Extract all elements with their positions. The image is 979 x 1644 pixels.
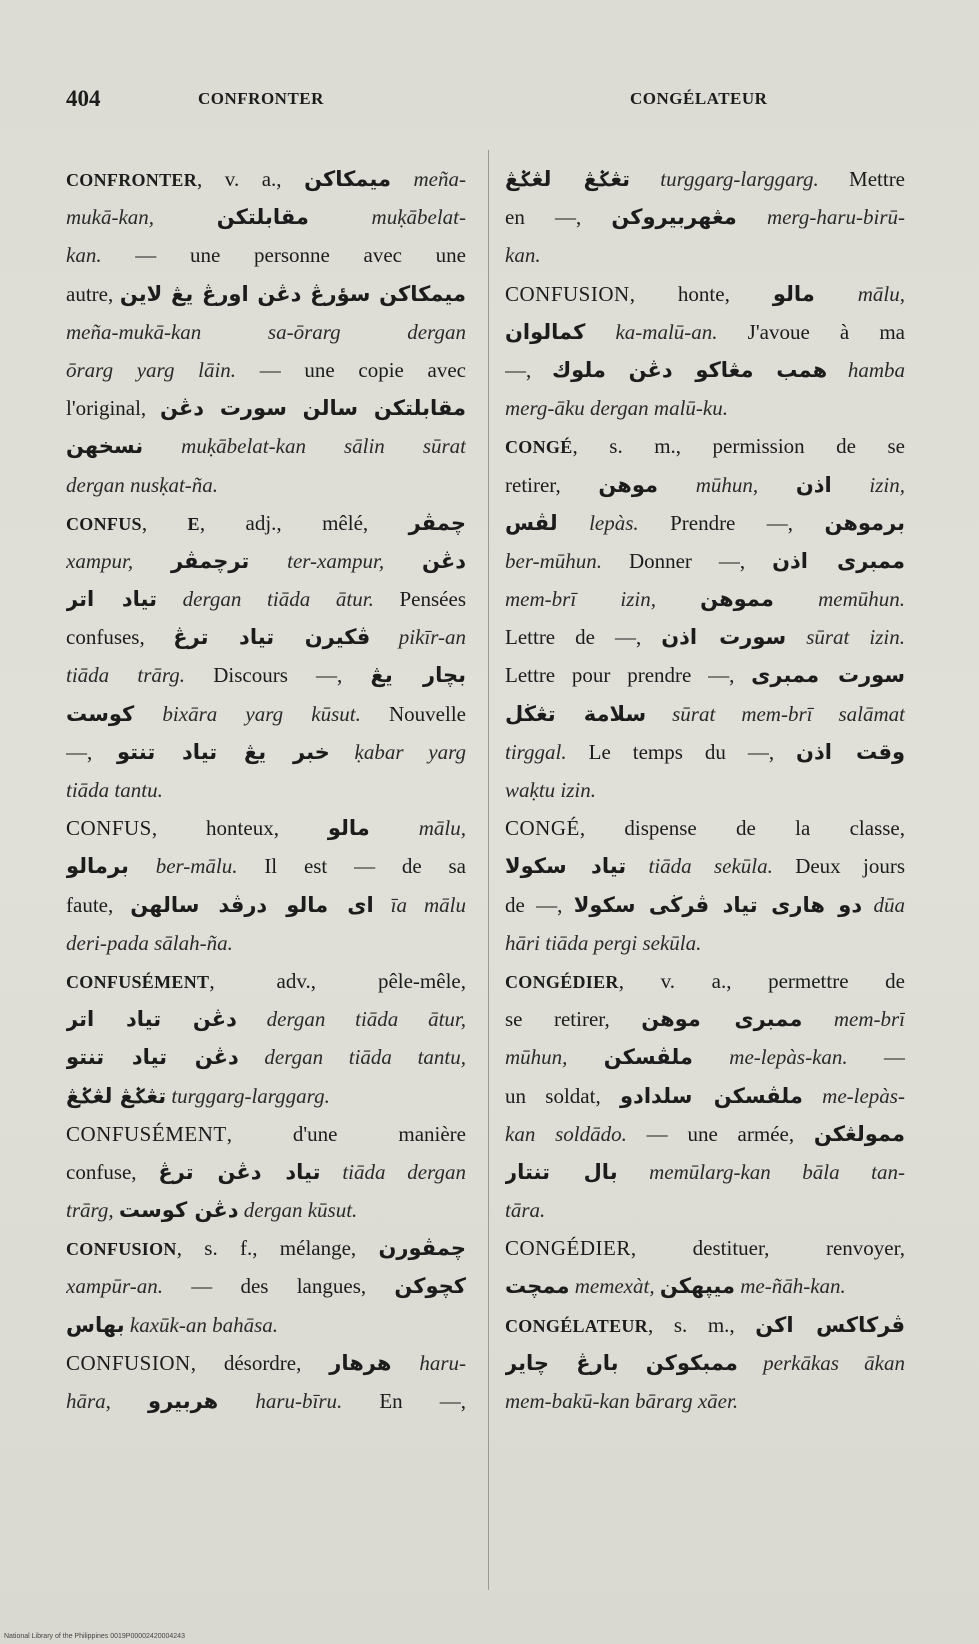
jawi-text: برمالو <box>66 854 129 879</box>
transliteration: perkākas ākan <box>737 1350 905 1375</box>
text-line <box>66 924 466 962</box>
jawi-text: تڠݢڠ لڠݢڠ <box>505 167 631 191</box>
headword: CONGÉDIER <box>505 971 619 992</box>
headword: CONFUSION <box>66 1239 177 1260</box>
text-run: —, <box>505 357 552 382</box>
jawi-text: ملڤسكن سلدادو <box>619 1083 803 1108</box>
headword: CONFUSÉMENT <box>66 1121 227 1146</box>
transliteration: mem-brī izin, <box>505 587 656 612</box>
text-line <box>505 1038 905 1076</box>
transliteration: ber-mūhun. <box>505 548 602 573</box>
text-line <box>66 886 466 924</box>
text-line <box>505 236 905 274</box>
transliteration: tāra. <box>505 1198 546 1223</box>
text-line <box>505 580 905 618</box>
jawi-text: نسخهن <box>66 434 144 459</box>
transliteration: me-lepàs- <box>802 1083 905 1108</box>
headword: E <box>187 513 200 534</box>
headword: CONFUSION <box>66 1350 191 1375</box>
transliteration: merg-āku dergan malū-ku. <box>505 396 728 421</box>
text-line <box>66 389 466 427</box>
transliteration: kan. <box>66 243 102 268</box>
text-line <box>505 1344 905 1382</box>
jawi-text: بهاس <box>66 1312 125 1337</box>
jawi-text: سورت اذن <box>661 625 787 650</box>
transliteration: turggarg-larggarg. <box>630 167 819 191</box>
text-line <box>66 1115 466 1153</box>
transliteration: mūhun, <box>505 1045 568 1070</box>
text-run: Lettre de —, <box>505 625 662 650</box>
text-line <box>66 1267 466 1305</box>
jawi-text: همب مڠاكو دڠن ملوك <box>551 357 828 382</box>
text-run: — une personne avec une <box>101 243 466 268</box>
transliteration: deri-pada sālah-ña. <box>66 930 233 955</box>
text-run: , honteux, <box>151 816 328 841</box>
jawi-text: كمالوان <box>505 319 586 344</box>
text-line <box>505 389 905 427</box>
jawi-text: تياد دڠن ترڠ <box>158 1159 321 1184</box>
transliteration: mem-brī <box>802 1007 905 1032</box>
text-line <box>66 236 466 274</box>
text-line <box>66 351 466 389</box>
text-run: autre, <box>66 281 120 306</box>
transliteration: me-ñāh-kan. <box>734 1274 846 1299</box>
jawi-text: مقابلتكن <box>216 205 309 230</box>
headword: CONGÉLATEUR <box>505 1315 648 1336</box>
headword: CONFUS <box>66 513 142 534</box>
text-line <box>505 1153 905 1191</box>
jawi-text: هربيرو <box>148 1389 219 1413</box>
jawi-text: مڠهربيروكن <box>611 205 737 230</box>
transliteration: muḳābelat-kan sālin sūrat <box>143 434 466 459</box>
text-run: , s. m., permission de se <box>572 434 905 459</box>
text-line <box>66 1344 466 1382</box>
text-run <box>656 587 700 611</box>
transliteration: haru-bīru. <box>218 1389 343 1413</box>
text-run: retirer, <box>505 472 599 497</box>
text-line <box>505 160 905 198</box>
jawi-text: ڤكيرن تياد ترڠ <box>173 625 371 650</box>
text-line <box>505 1077 905 1115</box>
text-run: — <box>847 1045 905 1070</box>
left-running-head: CONFRONTER <box>198 89 324 108</box>
text-run: un soldat, <box>505 1083 620 1108</box>
transliteration: lepàs. <box>557 510 639 535</box>
text-line <box>505 656 905 694</box>
text-line <box>66 275 466 313</box>
jawi-text: كوست <box>66 701 135 726</box>
text-run: J'avoue à ma <box>717 319 905 344</box>
text-run: de —, <box>505 892 574 917</box>
transliteration: dergan tiāda tantu, <box>238 1045 466 1070</box>
text-run: —, <box>66 739 118 764</box>
transliteration: pikīr-an <box>370 625 466 650</box>
text-line <box>505 1306 905 1344</box>
left-column <box>66 160 466 1580</box>
jawi-text: بال تنتار <box>505 1159 618 1184</box>
jawi-text: ممبكوكن بارڠ چاير <box>505 1350 738 1375</box>
text-line <box>505 847 905 885</box>
jawi-text: خبر يڠ تياد تنتو <box>117 739 330 764</box>
jawi-text: دڠن تياد تنتو <box>66 1045 239 1070</box>
jawi-text: ممبرى اذن <box>772 548 905 573</box>
jawi-text: برموهن <box>824 510 905 535</box>
right-running-head: CONGÉLATEUR <box>630 89 768 108</box>
text-line <box>505 466 905 504</box>
transliteration: sūrat izin. <box>786 625 905 650</box>
text-line <box>66 580 466 618</box>
text-line <box>505 733 905 771</box>
text-run: confuses, <box>66 625 174 650</box>
jawi-text: هرهار <box>329 1350 392 1375</box>
text-line <box>505 504 905 542</box>
text-run <box>567 1045 603 1069</box>
jawi-text: ترچمڤر <box>170 548 250 573</box>
headword: CONGÉDIER <box>505 1236 631 1261</box>
text-run: — des langues, <box>162 1274 395 1299</box>
headword: CONFUSÉMENT <box>66 971 210 992</box>
text-line <box>505 1267 905 1305</box>
text-line <box>505 1115 905 1153</box>
jawi-text: مالو <box>772 281 815 306</box>
transliteration: turggarg-larggarg. <box>166 1083 330 1108</box>
transliteration: ka-malū-an. <box>585 319 718 344</box>
text-run: , dispense de la classe, <box>579 816 905 841</box>
jawi-text: تياد اتر <box>66 587 157 612</box>
text-line <box>505 313 905 351</box>
text-run: Discours —, <box>185 663 371 688</box>
jawi-text: ملڤسكن <box>603 1045 693 1070</box>
text-run: , désordre, <box>190 1350 330 1375</box>
transliteration: hāri tiāda pergi sekūla. <box>505 930 702 955</box>
text-run: , adj., mêlé, <box>199 510 409 535</box>
jawi-text: مالو <box>327 816 370 841</box>
text-run: en —, <box>505 205 612 230</box>
jawi-text: اى مالو درڤد سالهن <box>130 892 374 917</box>
transliteration: ōrarg yarg lāin. <box>66 357 237 382</box>
text-run: Pensées <box>373 587 466 612</box>
text-line <box>505 1229 905 1267</box>
headword: CONGÉ <box>505 437 573 458</box>
transliteration: tiāda sekūla. <box>626 854 773 879</box>
jawi-text: تياد سكولا <box>505 854 627 879</box>
text-run: , s. f., mélange, <box>176 1236 379 1261</box>
transliteration: ter-xampur, <box>249 548 385 573</box>
text-run <box>154 205 217 229</box>
text-run: Le temps du —, <box>566 739 797 764</box>
headword: CONGÉ <box>505 816 580 841</box>
transliteration: memūhun. <box>773 587 905 612</box>
jawi-text: ممبرى موهن <box>641 1007 803 1032</box>
text-run <box>111 1389 148 1413</box>
transliteration: kaxūk-an bahāsa. <box>124 1312 279 1337</box>
right-column <box>505 160 905 1580</box>
jawi-text: دڠن كوست <box>118 1198 239 1223</box>
text-run: Lettre pour prendre —, <box>505 663 752 688</box>
text-run: Deux jours <box>772 854 905 879</box>
text-line <box>66 847 466 885</box>
running-header <box>0 86 979 116</box>
jawi-text: بچار يڠ <box>370 663 466 688</box>
jawi-text: لڤس <box>505 510 558 535</box>
jawi-text: مقابلتكن سالن سورت دڠن <box>159 396 466 421</box>
text-run: — une armée, <box>626 1121 814 1146</box>
page-number: 404 <box>66 86 101 111</box>
transliteration: mem-bakū-kan bārarg xāer. <box>505 1389 739 1413</box>
text-run: , d'une manière <box>226 1121 466 1146</box>
text-line <box>66 1077 466 1115</box>
transliteration: dergan tiāda ātur. <box>157 587 374 612</box>
transliteration: dūa <box>862 892 905 917</box>
headword: CONFRONTER <box>66 170 198 190</box>
transliteration: bixāra yarg kūsut. <box>134 701 361 726</box>
transliteration: dergan tiāda ātur, <box>236 1007 466 1032</box>
text-run: faute, <box>66 892 131 917</box>
transliteration: īa mālu <box>373 892 466 917</box>
transliteration: meña-mukā-kan sa-ōrarg dergan <box>66 319 466 344</box>
jawi-text: مموهن <box>700 587 774 612</box>
text-line <box>66 1229 466 1267</box>
text-line <box>505 695 905 733</box>
transliteration: hamba <box>827 357 905 382</box>
text-run: confuse, <box>66 1159 159 1184</box>
text-run: Mettre <box>818 167 905 191</box>
transliteration: izin, <box>831 472 905 497</box>
jawi-text: دڠن <box>422 548 466 573</box>
text-line <box>505 924 905 962</box>
headword: CONFUS <box>66 816 152 841</box>
column-divider <box>488 150 489 1590</box>
text-run: En —, <box>342 1389 466 1413</box>
jawi-text: ممولڠكن <box>813 1121 905 1146</box>
transliteration: mūhun, <box>658 472 759 497</box>
text-line <box>505 1382 905 1420</box>
text-line <box>505 542 905 580</box>
text-line <box>505 771 905 809</box>
transliteration: tirggal. <box>505 739 567 764</box>
transliteration: sūrat mem-brī salāmat <box>646 701 905 726</box>
transliteration: mālu, <box>369 816 466 841</box>
transliteration: tiāda dergan <box>320 1159 466 1184</box>
text-run: — une copie avec <box>236 357 466 382</box>
text-line <box>66 656 466 694</box>
jawi-text: دڠن تياد اتر <box>66 1007 237 1032</box>
text-run: l'original, <box>66 396 160 421</box>
jawi-text: دو هارى تياد ڤرڬى سكولا <box>573 892 863 917</box>
transliteration: kan soldādo. <box>505 1121 627 1146</box>
scan-credit: National Library of the Philippines 0019P00002420004243 <box>4 1633 185 1640</box>
transliteration: memexàt, <box>569 1274 655 1299</box>
text-line <box>66 313 466 351</box>
transliteration: memūlarg-kan bāla tan- <box>617 1159 905 1184</box>
jawi-text: چمڤورن <box>378 1236 466 1261</box>
jawi-text: ممچت <box>505 1274 570 1299</box>
text-run: se retirer, <box>505 1007 642 1032</box>
transliteration: ber-mālu. <box>128 854 238 879</box>
transliteration: dergan kūsut. <box>238 1198 358 1223</box>
jawi-text: اذن <box>795 472 832 497</box>
text-line <box>66 427 466 465</box>
transliteration: hāra, <box>66 1389 111 1413</box>
text-run: , v. a., <box>197 167 305 191</box>
text-line <box>66 962 466 1000</box>
jawi-text: ڤركاكس اكن <box>755 1312 905 1337</box>
jawi-text: چمڤر <box>408 510 466 535</box>
text-line <box>505 1191 905 1229</box>
text-line <box>66 809 466 847</box>
text-line <box>66 466 466 504</box>
jawi-text: سلامة تڠڬل <box>505 701 647 726</box>
text-line <box>66 1306 466 1344</box>
text-line <box>66 733 466 771</box>
transliteration: dergan nusḳat-ña. <box>66 472 219 497</box>
text-line <box>505 886 905 924</box>
text-run: , destituer, renvoyer, <box>630 1236 905 1261</box>
transliteration: mālu, <box>814 281 905 306</box>
transliteration: waḳtu izin. <box>505 778 597 802</box>
text-run: Nouvelle <box>360 701 466 726</box>
text-line <box>66 618 466 656</box>
transliteration: xampūr-an. <box>66 1274 163 1299</box>
text-line <box>505 351 905 389</box>
transliteration: tiāda trārg. <box>66 663 186 688</box>
jawi-text: وقت اذن <box>796 739 905 764</box>
transliteration: meña- <box>390 167 466 191</box>
text-run: Il est — de sa <box>237 854 466 879</box>
jawi-text: ميمكاكن <box>304 167 391 191</box>
text-line <box>66 1382 466 1420</box>
transliteration: ḳabar yarg <box>329 739 466 764</box>
text-run <box>133 549 171 573</box>
text-line <box>66 1191 466 1229</box>
jawi-text: ميڽهكن <box>659 1274 735 1299</box>
jawi-text: ميمكاكن سؤرڠ دڠن اورڠ يڠ لاين <box>119 281 466 306</box>
transliteration: haru- <box>391 1350 466 1375</box>
transliteration: kan. <box>505 243 541 268</box>
transliteration: me-lepàs-kan. <box>692 1045 848 1070</box>
text-line <box>66 771 466 809</box>
transliteration: merg-haru-birū- <box>736 205 905 230</box>
text-run: , s. m., <box>648 1312 756 1337</box>
text-line <box>505 1000 905 1038</box>
text-line <box>505 618 905 656</box>
transliteration: xampur, <box>66 548 134 573</box>
text-run: , <box>141 510 188 535</box>
text-line <box>66 1000 466 1038</box>
text-run: Prendre —, <box>638 510 825 535</box>
text-line <box>505 962 905 1000</box>
text-run <box>758 473 796 497</box>
text-line <box>66 542 466 580</box>
text-line <box>66 1038 466 1076</box>
text-line <box>66 1153 466 1191</box>
text-line <box>66 504 466 542</box>
text-line <box>505 427 905 465</box>
text-run: Donner —, <box>601 548 773 573</box>
headword: CONFUSION <box>505 281 630 306</box>
jawi-text: موهن <box>598 472 659 497</box>
text-line <box>66 198 466 236</box>
transliteration: trārg, <box>66 1198 114 1223</box>
transliteration: muḳābelat- <box>308 205 466 230</box>
jawi-text: تڠݢڠ لڠݢڠ <box>66 1083 167 1108</box>
text-run: , adv., pêle-mêle, <box>209 968 466 993</box>
jawi-text: سورت ممبرى <box>751 663 905 688</box>
text-line <box>505 809 905 847</box>
text-run: , v. a., permettre de <box>618 968 905 993</box>
text-line <box>66 160 466 198</box>
transliteration: tiāda tantu. <box>66 778 163 802</box>
jawi-text: كچوكن <box>394 1274 466 1299</box>
transliteration: mukā-kan, <box>66 205 155 230</box>
text-line <box>505 275 905 313</box>
text-line <box>505 198 905 236</box>
text-run <box>384 549 422 573</box>
text-line <box>66 695 466 733</box>
text-run: , honte, <box>629 281 773 306</box>
